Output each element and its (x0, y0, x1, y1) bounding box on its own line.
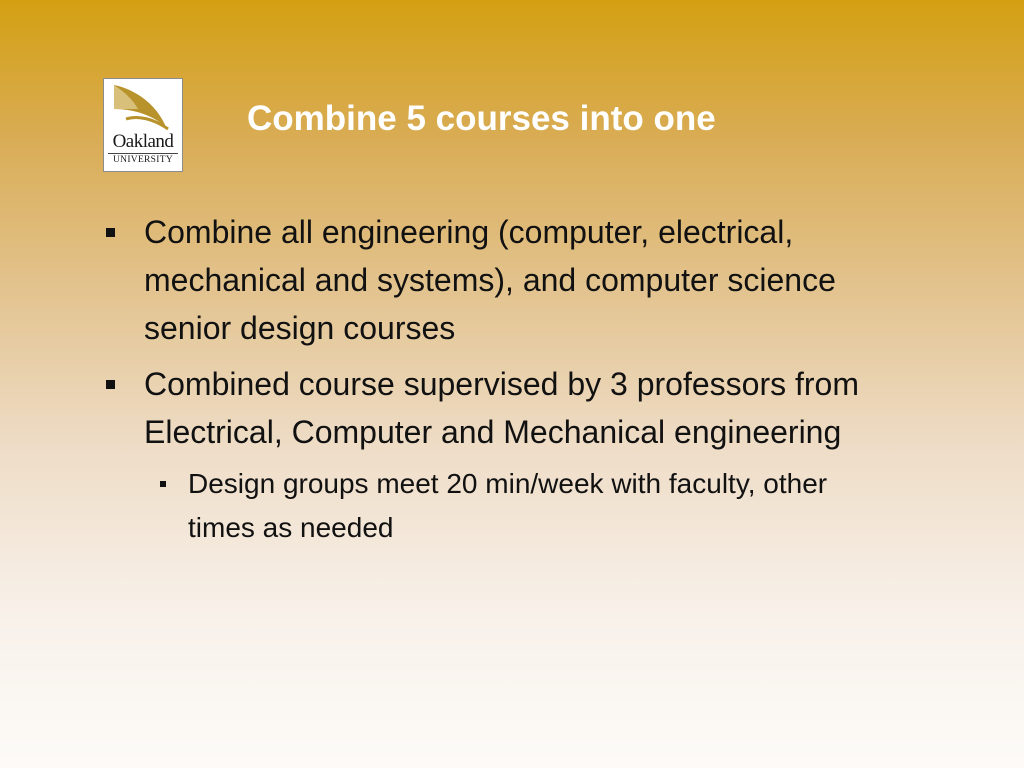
logo-wordmark: Oakland (112, 131, 174, 152)
square-bullet-icon (106, 228, 115, 237)
sub-bullet-text: Design groups meet 20 min/week with faculty, other times as needed (188, 468, 828, 543)
logo-subtitle: UNIVERSITY (113, 155, 173, 165)
small-square-bullet-icon (160, 481, 166, 487)
square-bullet-icon (106, 380, 115, 389)
bullet-list (106, 208, 896, 550)
oakland-university-logo (103, 78, 183, 172)
bullet-item (106, 360, 896, 456)
sub-bullet-item (144, 462, 896, 550)
bullet-text: Combine all engineering (computer, electrical, mechanical and systems), and computer science senior design courses (144, 214, 836, 346)
bullet-text: Combined course supervised by 3 professors from Electrical, Computer and Mechanical engineering (144, 366, 859, 450)
bullet-item (106, 208, 896, 352)
logo-divider (108, 153, 178, 154)
oakland-sail-icon (104, 79, 182, 135)
slide-title: Combine 5 courses into one (247, 99, 716, 138)
